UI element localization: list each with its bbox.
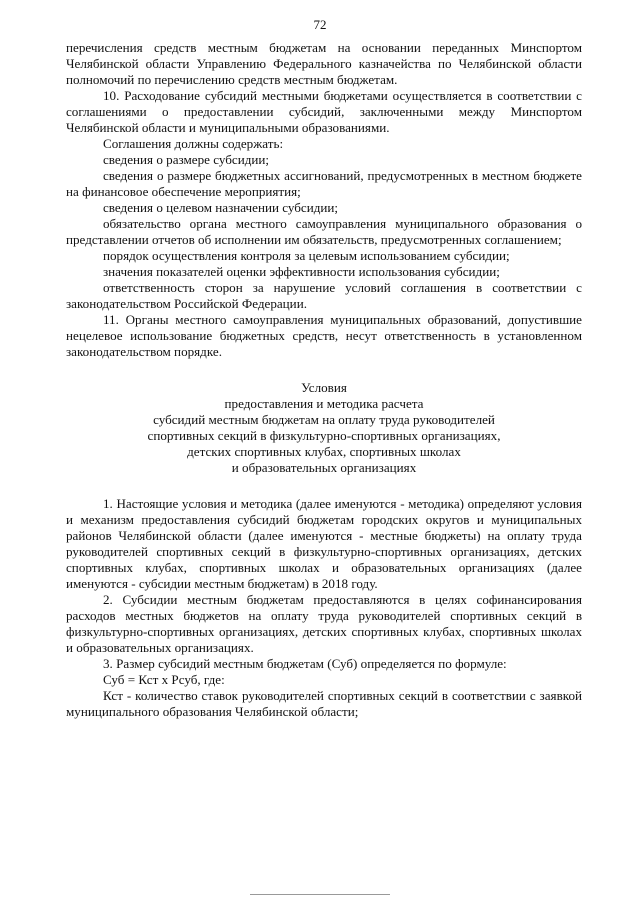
top-paragraph: перечисления средств местным бюджетам на основании переданных Минспортом Челябинской области Управлению Федерального казначейства по Челябинской области полномочий по перечислению средств местным бюджетам.	[66, 40, 582, 87]
section-heading	[66, 380, 582, 476]
bottom-paragraph: 3. Размер субсидий местным бюджетам (Суб) определяется по формуле:	[103, 656, 507, 671]
top-paragraph: значения показателей оценки эффективности использования субсидии;	[103, 264, 500, 279]
bottom-paragraph: 2. Субсидии местным бюджетам предоставляются в целях софинансирования расходов местных бюджетов на оплату труда руководителей спортивных секций в физкультурно-спортивных организациях, детских спортивных клубах, спортивных школах и образовательных организациях.	[66, 592, 582, 655]
top-paragraph: сведения о размере бюджетных ассигнований, предусмотренных в местном бюджете на финансовое обеспечение мероприятия;	[66, 168, 582, 199]
bottom-paragraph: Суб = Кст х Рсуб, где:	[103, 672, 225, 687]
top-paragraph: ответственность сторон за нарушение условий соглашения в соответствии с законодательством Российской Федерации.	[66, 280, 582, 311]
top-paragraph: сведения о целевом назначении субсидии;	[103, 200, 339, 215]
bottom-paragraph: 1. Настоящие условия и методика (далее именуются - методика) определяют условия и механизм предоставления субсидий бюджетам городских округов и муниципальных районов Челябинской области (далее именуются - местные бюджеты) на оплату труда руководителей спортивных секций в физкультурно-спортивных организациях, детских спортивных клубах, спортивных школах и образовательных организациях (далее именуются - субсидии местным бюджетам) в 2018 году.	[66, 496, 582, 591]
heading-line: детских спортивных клубах, спортивных школах	[187, 444, 461, 459]
bottom-section	[66, 496, 582, 720]
footer-rule	[250, 894, 390, 895]
document-body	[66, 40, 582, 720]
top-paragraph: обязательство органа местного самоуправления муниципального образования о представлении отчетов об исполнении им обязательств, предусмотренных соглашением;	[66, 216, 582, 247]
heading-line: предоставления и методика расчета	[224, 396, 424, 411]
top-section	[66, 40, 582, 360]
top-paragraph: Соглашения должны содержать:	[103, 136, 284, 151]
top-paragraph: сведения о размере субсидии;	[103, 152, 270, 167]
top-paragraph: 10. Расходование субсидий местными бюджетами осуществляется в соответствии с соглашениями о предоставлении субсидий, заключенными между Минспортом Челябинской области и муниципальными образованиями.	[66, 88, 582, 135]
bottom-paragraph: Кст - количество ставок руководителей спортивных секций в соответствии с заявкой муниципального образования Челябинской области;	[66, 688, 582, 719]
heading-line: спортивных секций в физкультурно-спортивных организациях,	[147, 428, 501, 443]
page-number: 72	[313, 17, 327, 32]
top-paragraph: порядок осуществления контроля за целевым использованием субсидии;	[103, 248, 510, 263]
heading-line: субсидий местным бюджетам на оплату труда руководителей	[153, 412, 495, 427]
heading-line: Условия	[301, 380, 347, 395]
top-paragraph: 11. Органы местного самоуправления муниципальных образований, допустившие нецелевое использование бюджетных средств, несут ответственность в установленном законодательством порядке.	[66, 312, 582, 359]
heading-line: и образовательных организациях	[231, 460, 417, 475]
